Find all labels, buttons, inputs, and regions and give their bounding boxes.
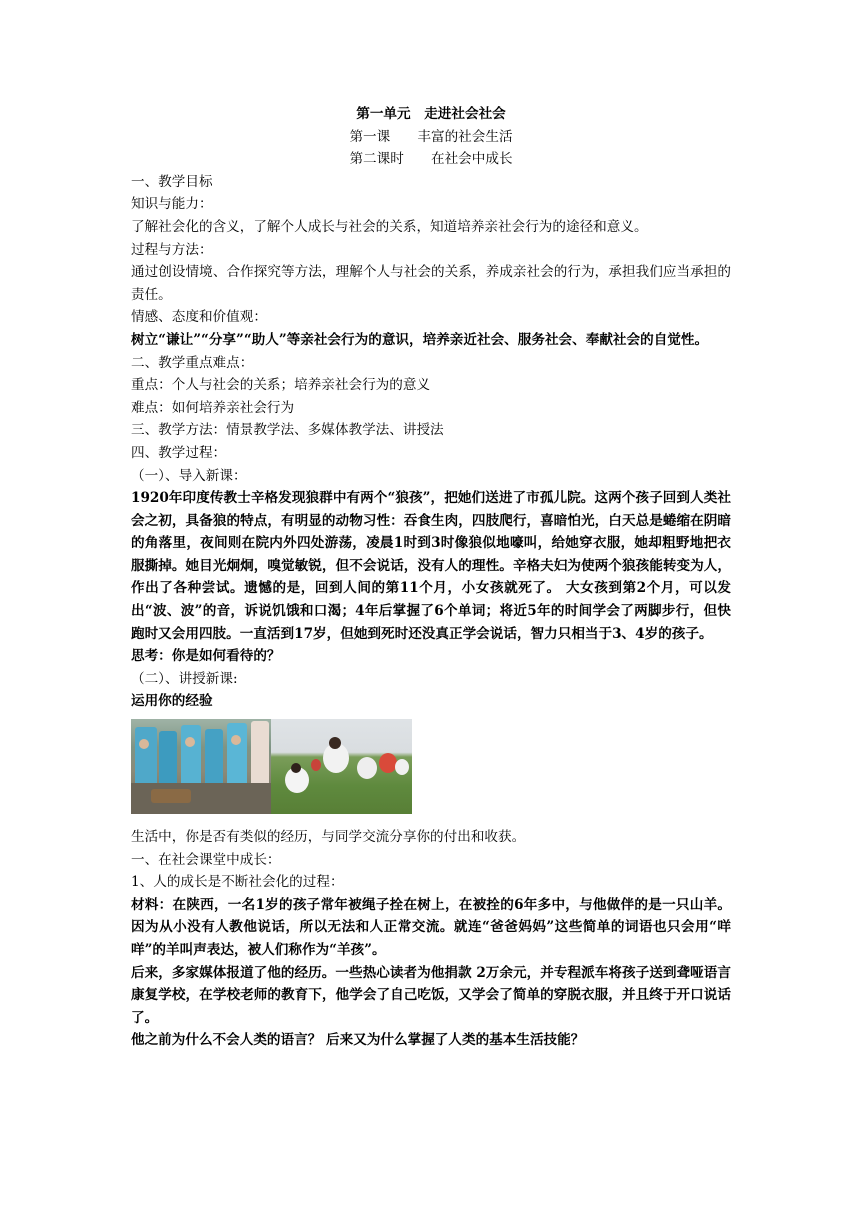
- emotion-label: 情感、态度和价值观：: [131, 309, 267, 326]
- volunteers-sweeping-photo: [131, 719, 271, 814]
- knowledge-label: 知识与能力：: [131, 196, 213, 213]
- period-title: 第二课时 在社会中成长: [349, 151, 513, 168]
- material-paragraph-2: 后来，多家媒体报道了他的经历。一些热心读者为他捐款 2万余元，并专程派车将孩子送到聋哑语言康复学校，在学校老师的教育下，他学会了自己吃饭，又学会了简单的穿脱衣服，并且终于开口说话了。: [131, 964, 731, 1026]
- share-prompt: 生活中，你是否有类似的经历，与同学交流分享你的付出和收获。: [131, 829, 526, 846]
- knowledge-text: 了解社会化的含义，了解个人成长与社会的关系，知道培养亲社会行为的途径和意义。: [131, 218, 648, 235]
- process-heading: 四、教学过程：: [131, 444, 227, 461]
- key-focus: 重点：个人与社会的关系；培养亲社会行为的意义: [131, 377, 431, 394]
- process-text: 通过创设情境、合作探究等方法，理解个人与社会的关系，养成亲社会的行为，承担我们应当承担的责任。: [131, 264, 731, 303]
- material-paragraph-1: 材料：在陕西，一名1岁的孩子常年被绳子拴在树上，在被拴的6年多中，与他做伴的是一只山羊。因为从小没有人教他说话，所以无法和人正常交流。就连“爸爸妈妈”这些简单的词语也只会用“咩咩”的羊叫声表达，被人们称作为“羊孩”。: [131, 896, 731, 958]
- document-content: [131, 103, 731, 1052]
- key-difficulty: 难点：如何培养亲社会行为: [131, 399, 295, 416]
- process-label: 过程与方法：: [131, 241, 213, 258]
- reflection-question: 他之前为什么不会人类的语言？ 后来又为什么掌握了人类的基本生活技能？: [131, 1032, 585, 1049]
- volunteers-weeding-photo: [271, 719, 412, 814]
- intro-story: 1920年印度传教士辛格发现狼群中有两个“狼孩”，把她们送进了市孤儿院。这两个孩子回到人类社会之初，具备狼的特点，有明显的动物习性：吞食生肉，四肢爬行，喜暗怕光，白天总是蜷缩在阴暗的角落里，夜间则在院内外四处游荡，凌晨1时到3时像狼似地嚎叫，给她穿衣服，她却粗野地把衣服撕掉。她目光炯炯，嗅觉敏锐，但不会说话，没有人的理性。辛格夫妇为使两个狼孩能转变为人，作出了各种尝试。遗憾的是，回到人间的第11个月，小女孩就死了。 大女孩到第2个月，可以发出“波、波”的音，诉说饥饿和口渴；4年后掌握了6个单词；将近5年的时间学会了两脚步行，但快跑时又会用四肢。一直活到17岁，但她到死时还没真正学会说话，智力只相当于3、4岁的孩子。: [131, 490, 731, 642]
- objectives-heading: 一、教学目标: [131, 173, 213, 190]
- methods-text: 三、教学方法：情景教学法、多媒体教学法、讲授法: [131, 422, 444, 439]
- point1-heading: 1、人的成长是不断社会化的过程：: [131, 874, 344, 891]
- intro-heading: （一）、导入新课：: [131, 467, 247, 484]
- teach-heading: （二）、讲授新课:: [131, 670, 238, 687]
- key-points-heading: 二、教学重点难点：: [131, 354, 254, 371]
- think-question: 思考：你是如何看待的？: [131, 648, 281, 665]
- activity-photos: [131, 719, 731, 814]
- section1-heading: 一、在社会课堂中成长：: [131, 851, 281, 868]
- experience-heading: 运用你的经验: [131, 693, 213, 710]
- emotion-text: 树立“谦让”“分享”“助人”等亲社会行为的意识，培养亲近社会、服务社会、奉献社会的自觉性。: [131, 331, 709, 348]
- unit-title: 第一单元 走进社会社会: [356, 106, 506, 122]
- lesson-title: 第一课 丰富的社会生活: [349, 128, 513, 145]
